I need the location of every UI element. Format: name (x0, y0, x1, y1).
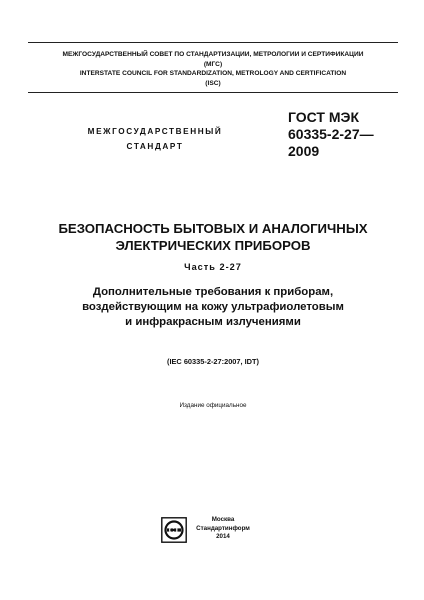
subtitle-line3: и инфракрасным излучениями (125, 316, 301, 328)
council-abbr-ru: (МГС) (203, 60, 223, 68)
title-line1: БЕЗОПАСНОСТЬ БЫТОВЫХ И АНАЛОГИЧНЫХ (58, 221, 368, 236)
svg-text:СТ: СТ (168, 526, 180, 536)
council-header (28, 42, 398, 93)
standard-type-label (70, 124, 240, 154)
designation-line3: 2009 (288, 143, 320, 159)
edition-note: Издание официальное (179, 402, 247, 409)
council-name-en: INTERSTATE COUNCIL FOR STANDARDIZATION, METROLOGY AND CERTIFICATION (79, 70, 347, 78)
publisher-year: 2014 (216, 533, 230, 541)
designation-line1: ГОСТ МЭК (288, 109, 360, 125)
iec-reference: (IEC 60335-2-27:2007, IDT) (166, 357, 259, 366)
publisher-block (193, 516, 253, 542)
subtitle-line2: воздействующим на кожу ультрафиолетовым (82, 301, 344, 313)
subtitle-line1: Дополнительные требования к приборам, (92, 286, 334, 298)
council-name-ru: МЕЖГОСУДАРСТВЕННЫЙ СОВЕТ ПО СТАНДАРТИЗАЦИИ, МЕТРОЛОГИИ И СЕРТИФИКАЦИИ (62, 51, 364, 58)
designation-line2: 60335-2-27— (288, 126, 374, 142)
document-subtitle (28, 285, 398, 330)
standard-type-line2: СТАНДАРТ (126, 142, 184, 151)
publisher-name: Стандартинформ (196, 524, 250, 532)
document-title (28, 220, 398, 254)
part-number: Часть 2-27 (184, 262, 242, 272)
standard-type-line1: МЕЖГОСУДАРСТВЕННЫЙ (87, 127, 223, 136)
title-line2: ЭЛЕКТРИЧЕСКИХ ПРИБОРОВ (115, 238, 311, 253)
publisher-city: Москва (211, 516, 235, 523)
standartinform-logo-icon (161, 517, 187, 543)
council-abbr-en: (ISC) (205, 79, 221, 87)
standard-designation (288, 109, 374, 160)
